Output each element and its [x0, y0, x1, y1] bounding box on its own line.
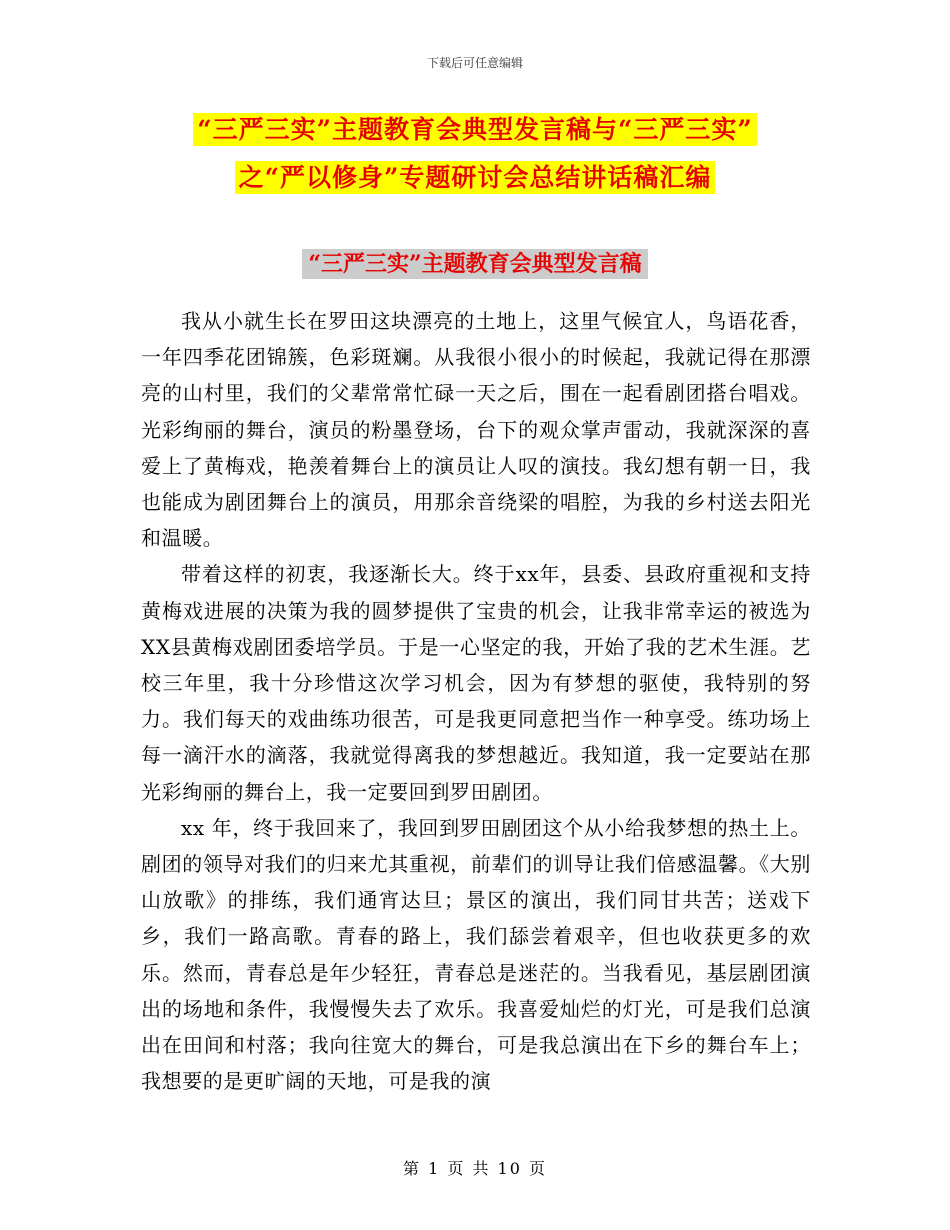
document-title-line-2	[0, 158, 950, 194]
title-line-2-text: 之“严以修身”专题研讨会总结讲话稿汇编	[235, 161, 716, 194]
title-line-1-text: “三严三实”主题教育会典型发言稿与“三严三实”	[193, 113, 757, 146]
paragraph-2: 带着这样的初衷，我逐渐长大。终于xx年，县委、县政府重视和支持黄梅戏进展的决策为我的圆梦提供了宝贵的机会，让我非常幸运的被选为XX县黄梅戏剧团委培学员。于是一心坚定的我，开始了我的艺术生涯。艺校三年里，我十分珍惜这次学习机会，因为有梦想的驱使，我特别的努力。我们每天的戏曲练功很苦，可是我更同意把当作一种享受。练功场上每一滴汗水的滴落，我就觉得离我的梦想越近。我知道，我一定要站在那光彩绚丽的舞台上，我一定要回到罗田剧团。	[141, 562, 811, 804]
document-title-line-1	[0, 110, 950, 146]
page-footer: 第 1 页 共 10 页	[403, 1159, 547, 1178]
paragraph-1: 我从小就生长在罗田这块漂亮的土地上，这里气候宜人，鸟语花香，一年四季花团锦簇，色彩斑斓。从我很小很小的时候起，我就记得在那漂亮的山村里，我们的父辈常常忙碌一天之后，围在一起看剧团搭台唱戏。光彩绚丽的舞台，演员的粉墨登场，台下的观众掌声雷动，我就深深的喜爱上了黄梅戏，艳羡着舞台上的演员让人叹的演技。我幻想有朝一日，我也能成为剧团舞台上的演员，用那余音绕梁的唱腔，为我的乡村送去阳光和温暖。	[141, 309, 811, 551]
document-body	[141, 303, 811, 1099]
header-note: 下载后可任意编辑	[426, 56, 523, 70]
section-title	[0, 247, 950, 278]
paragraph-3: xx 年，终于我回来了，我回到罗田剧团这个从小给我梦想的热土上。剧团的领导对我们的归来尤其重视，前辈们的训导让我们倍感温馨。《大别山放歌》的排练，我们通宵达旦；景区的演出，我们同甘共苦；送戏下乡，我们一路高歌。青春的路上，我们舔尝着艰辛，但也收获更多的欢乐。然而，青春总是年少轻狂，青春总是迷茫的。当我看见，基层剧团演出的场地和条件，我慢慢失去了欢乐。我喜爱灿烂的灯光，可是我们总演出在田间和村落；我向往宽大的舞台，可是我总演出在下乡的舞台车上；我想要的是更旷阔的天地，可是我的演	[141, 815, 811, 1094]
section-title-text: “三严三实”主题教育会典型发言稿	[302, 249, 647, 279]
